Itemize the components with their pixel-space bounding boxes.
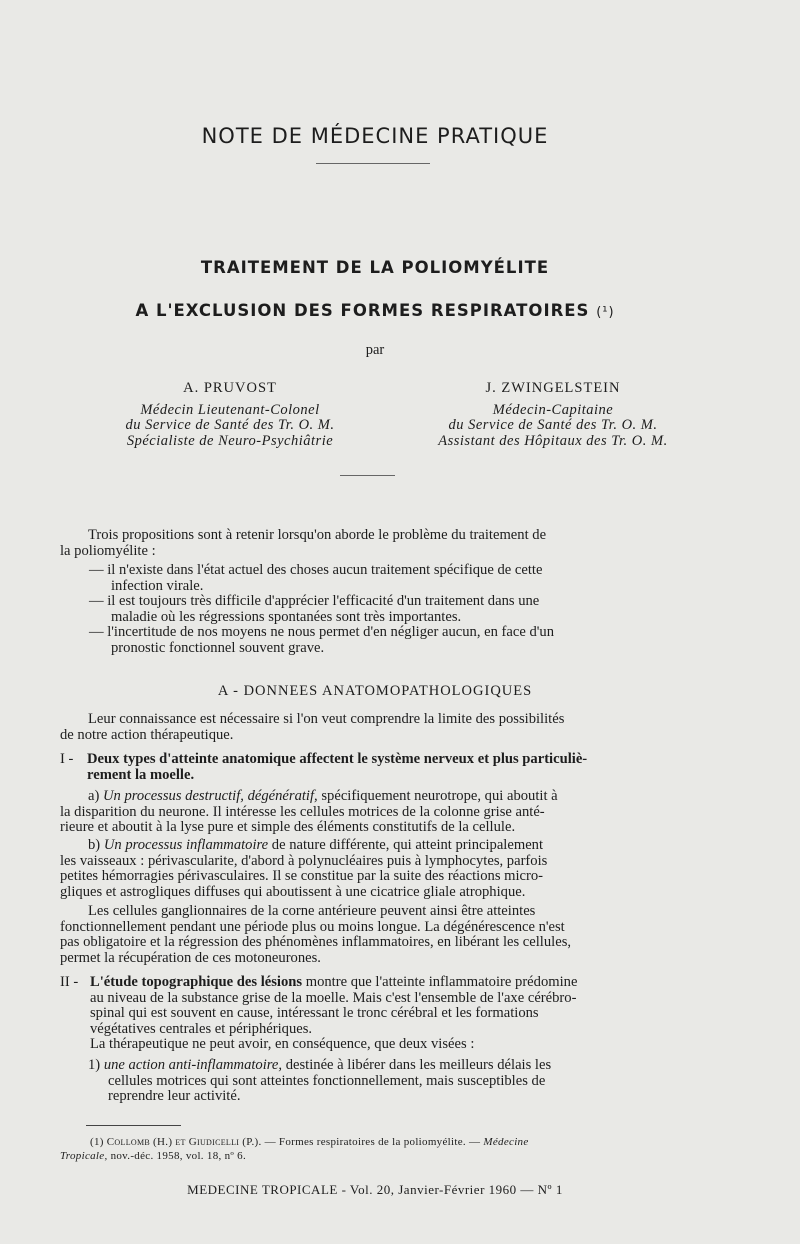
section-heading: NOTE DE MÉDECINE PRATIQUE <box>201 124 549 148</box>
author-1 <box>60 381 400 449</box>
author-rank: Médecin Lieutenant-Colonel <box>140 401 320 418</box>
item-label: a) <box>88 788 100 804</box>
emphasis: Un processus inflammatoire <box>103 837 269 853</box>
text-line: — l'incertitude de nos moyens ne nous permet d'en négliger aucun, en face d'un <box>89 624 555 640</box>
text-line: permet la récupération de ces motoneurones. <box>60 949 321 966</box>
text: montre que l'atteinte inflammatoire prédomine <box>305 974 578 990</box>
text-line: au niveau de la substance grise de la moelle. Mais c'est l'ensemble de l'axe cérébro- <box>90 989 577 1006</box>
author-service: du Service de Santé des Tr. O. M. <box>448 417 658 433</box>
author-position: Assistant des Hôpitaux des Tr. O. M. <box>438 432 668 449</box>
point-ii <box>60 975 750 1053</box>
text-line <box>60 1149 750 1163</box>
footnote-number: (1) <box>90 1136 104 1148</box>
footnote-rule <box>86 1125 181 1126</box>
text-line: reprendre leur activité. <box>108 1088 241 1105</box>
point-number: I - <box>60 751 74 767</box>
text-line <box>60 838 750 854</box>
text: de nature différente, qui atteint principalement <box>271 837 544 853</box>
footnote-journal: Médecine <box>483 1136 529 1148</box>
footnote-details: nov.-déc. 1958, vol. 18, nº 6. <box>110 1150 247 1162</box>
footnote <box>60 1135 750 1163</box>
text-line: La thérapeutique ne peut avoir, en conséquence, que deux visées : <box>90 1036 475 1053</box>
text-line <box>60 1135 750 1149</box>
text-line: les vaisseaux : périvascularite, d'abord à polynucléaires puis à lymphocytes, parfois <box>60 852 548 869</box>
emphasis: une action anti-inflammatoire, <box>103 1057 283 1073</box>
text-line <box>88 1058 750 1074</box>
text-line: petites hémorragies périvasculaires. Il se constitue par la suite des réactions micro- <box>60 868 544 885</box>
aim-1 <box>88 1058 750 1105</box>
text-line: la poliomyélite : <box>60 542 156 559</box>
emphasis: Un processus destructif, dégénératif, <box>103 788 318 804</box>
intro-point-2 <box>89 594 749 625</box>
text-line: pas obligatoire et la régression des phénomènes inflammatoires, en libérant les cellules, <box>60 934 572 951</box>
paragraph-a <box>60 789 750 836</box>
journal-footer: MEDECINE TROPICALE - Vol. 20, Janvier-Février 1960 — Nº 1 <box>187 1182 563 1197</box>
by-label: par <box>365 342 385 358</box>
intro-point-3 <box>89 625 749 656</box>
emphasis: L'étude topographique des lésions <box>90 974 303 990</box>
text-line: la disparition du neurone. Il intéresse les cellules motrices de la colonne grise anté- <box>60 803 545 820</box>
divider <box>340 475 395 476</box>
text-line: Trois propositions sont à retenir lorsqu'on aborde le problème du traitement de <box>88 527 547 543</box>
text-line: pronostic fonctionnel souvent grave. <box>111 639 325 656</box>
text-line: cellules motrices qui sont atteintes fonctionnellement, mais susceptibles de <box>108 1072 546 1089</box>
footnote-authors: Collomb (H.) et Giudicelli (P.). <box>106 1136 262 1148</box>
point-number: II - <box>60 974 79 990</box>
author-specialty: Spécialiste de Neuro-Psychiâtrie <box>126 432 334 449</box>
item-label: 1) <box>88 1057 101 1073</box>
text-line: — il n'existe dans l'état actuel des choses aucun traitement spécifique de cette <box>89 562 543 578</box>
title-text: A L'EXCLUSION DES FORMES RESPIRATOIRES <box>135 301 590 320</box>
intro-paragraph <box>60 528 750 559</box>
text-line: rement la moelle. <box>87 766 195 783</box>
text-line: spinal qui est souvent en cause, intéressant le tronc cérébral et les formations <box>90 1005 539 1022</box>
footnote-journal: Tropicale, <box>60 1150 108 1162</box>
intro-point-1 <box>89 563 749 594</box>
text-line: Les cellules ganglionnaires de la corne antérieure peuvent ainsi être atteintes <box>88 903 536 919</box>
author-rank: Médecin-Capitaine <box>492 401 614 418</box>
article-title-line-1: TRAITEMENT DE LA POLIOMYÉLITE <box>200 258 550 277</box>
text-line: — il est toujours très difficile d'apprécier l'efficacité d'un traitement dans une <box>89 593 540 609</box>
text-line: Leur connaissance est nécessaire si l'on veut comprendre la limite des possibilités <box>88 711 565 727</box>
text-line: fonctionnellement pendant une période plus ou moins longue. La dégénérescence n'est <box>60 918 565 935</box>
text-line: infection virale. <box>111 577 204 594</box>
author-service: du Service de Santé des Tr. O. M. <box>125 417 335 433</box>
text: destinée à libérer dans les meilleurs délais les <box>285 1057 552 1073</box>
text-line: maladie où les régressions spontanées sont très importantes. <box>111 608 462 625</box>
text-line: de notre action thérapeutique. <box>60 726 234 743</box>
divider <box>316 163 430 164</box>
text-line: rieure et aboutit à la lyse pure et simple des éléments constitutifs de la cellule. <box>60 819 516 836</box>
text-line: gliques et astrogliques diffuses qui aboutissent à une cicatrice gliale atrophique. <box>60 883 526 900</box>
text-line <box>60 789 750 805</box>
author-name: J. ZWINGELSTEIN <box>485 380 621 396</box>
text-line: végétatives centrales et périphériques. <box>90 1020 313 1037</box>
text-line: Deux types d'atteinte anatomique affectent le système nerveux et plus particuliè- <box>87 751 588 767</box>
text: spécifiquement neurotrope, qui aboutit à <box>321 788 558 804</box>
footnote-title: — Formes respiratoires de la poliomyélite. — <box>264 1136 481 1148</box>
point-i <box>60 752 750 783</box>
paragraph <box>60 904 750 966</box>
text-line <box>60 975 750 991</box>
paragraph-b <box>60 838 750 900</box>
author-name: A. PRUVOST <box>183 380 277 396</box>
author-2 <box>363 381 743 449</box>
subsection-heading: A - DONNEES ANATOMOPATHOLOGIQUES <box>217 683 533 699</box>
title-footnote-ref: (¹) <box>596 305 615 320</box>
paragraph <box>60 712 750 743</box>
article-title-line-2 <box>0 301 750 320</box>
item-label: b) <box>88 837 101 853</box>
